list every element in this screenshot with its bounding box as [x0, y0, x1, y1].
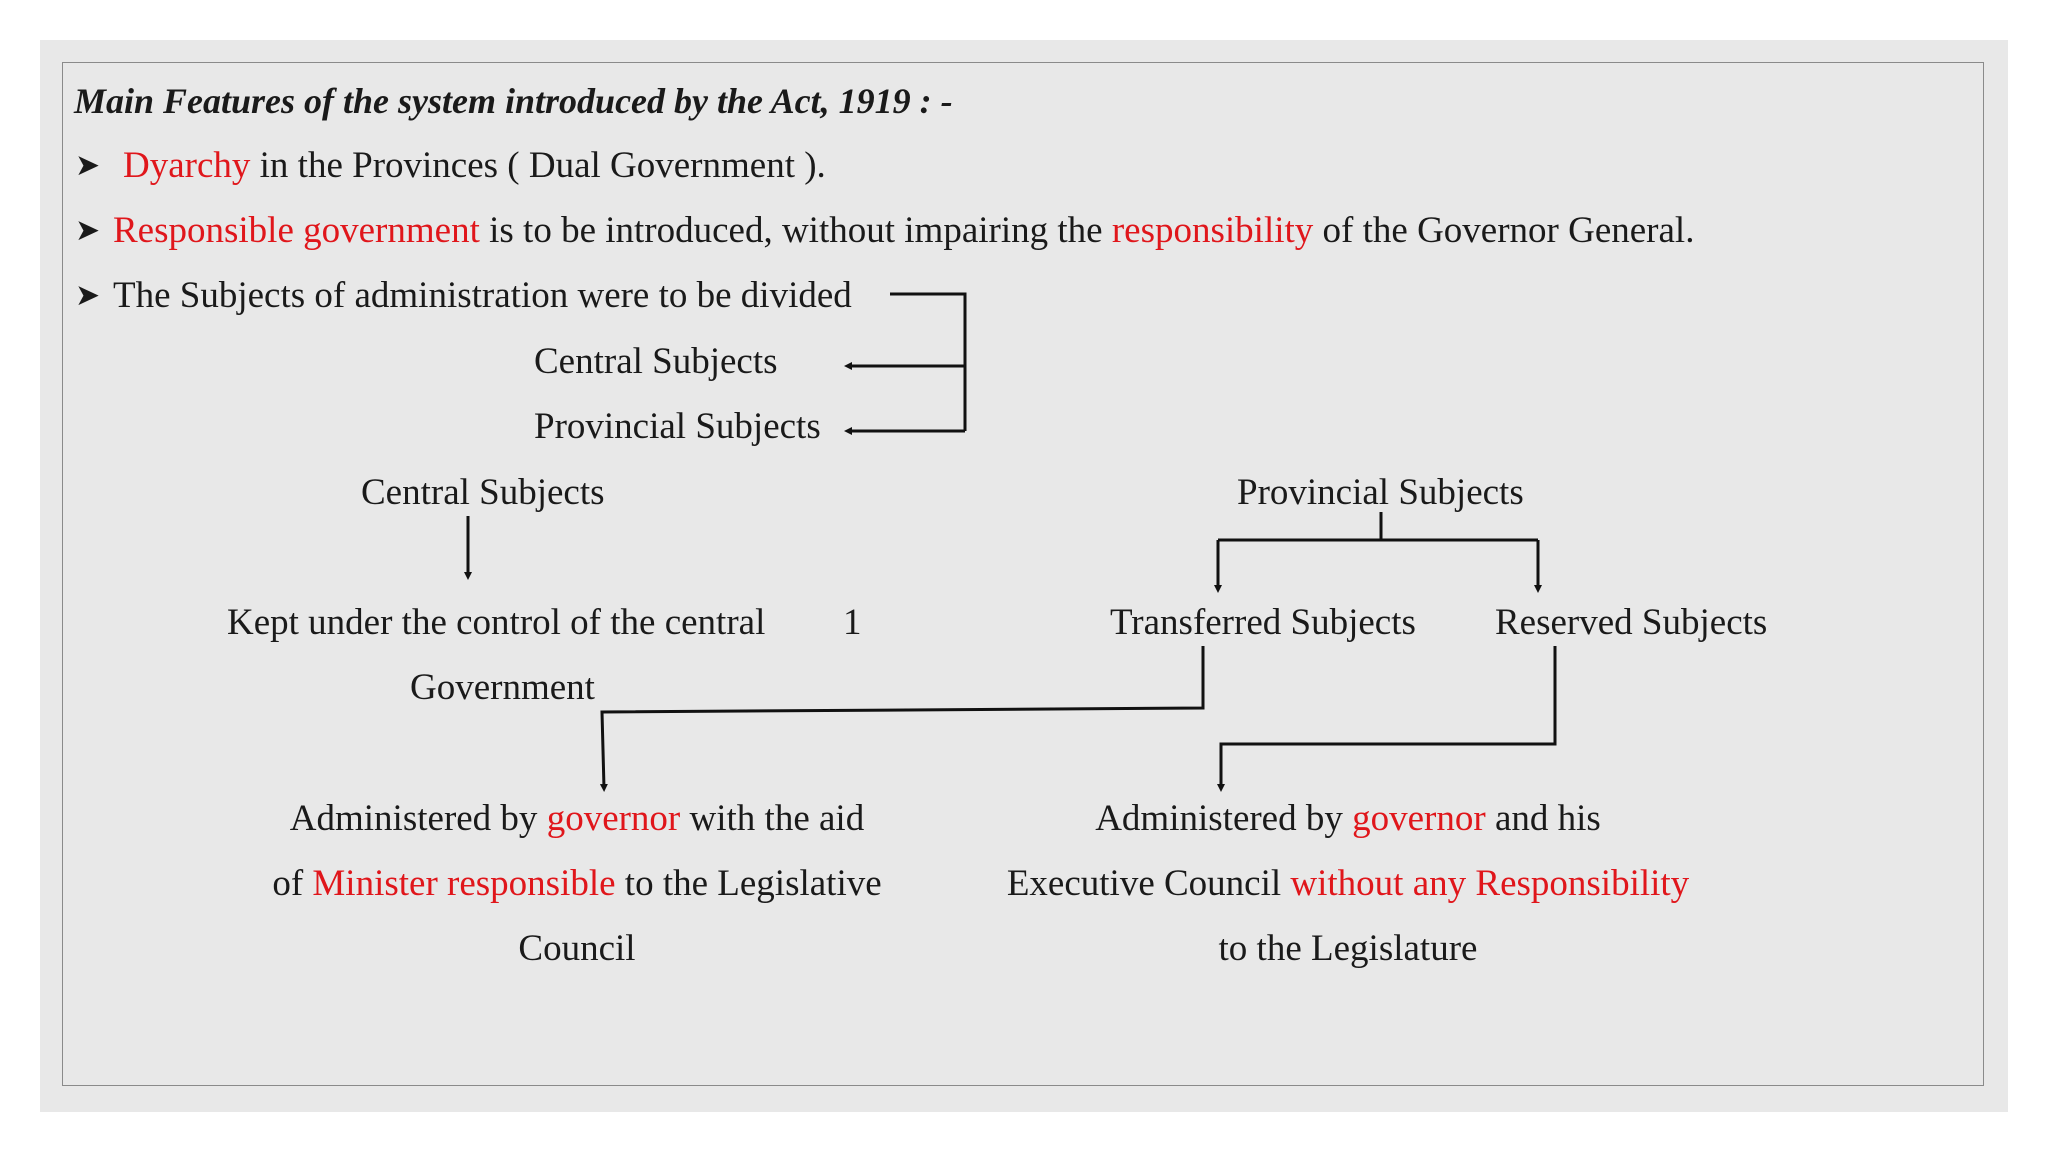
reserved-admin-line3: to the Legislature	[1218, 928, 1478, 969]
text-run: Administered by	[1095, 798, 1353, 839]
governor-keyword: governor	[1352, 798, 1486, 839]
text-run: of	[272, 863, 313, 904]
bullet-dyarchy	[123, 144, 826, 188]
bullet-text: The Subjects of administration were to be divided	[113, 275, 852, 316]
text-run: Administered by	[289, 798, 547, 839]
minister-responsible-keyword: Minister responsible	[312, 863, 616, 904]
responsible-government-keyword: Responsible government	[113, 210, 480, 251]
central-subjects-heading: Central Subjects	[361, 472, 605, 513]
transferred-subjects: Transferred Subjects	[1110, 602, 1416, 643]
text-run: Executive Council	[1006, 863, 1291, 904]
bullet-text: is to be introduced, without impairing the	[479, 210, 1112, 251]
arrowhead-bullet-icon: ➤	[75, 148, 101, 183]
bullet-text: in the Provinces ( Dual Government ).	[250, 145, 826, 186]
reserved-subjects: Reserved Subjects	[1495, 602, 1768, 643]
text-run: and his	[1485, 798, 1601, 839]
division-provincial-subjects: Provincial Subjects	[534, 406, 821, 447]
provincial-subjects-heading: Provincial Subjects	[1237, 472, 1524, 513]
reserved-admin-line2	[973, 862, 1723, 906]
arrowhead-bullet-icon: ➤	[75, 278, 101, 313]
governor-keyword: governor	[546, 798, 681, 839]
arrowhead-bullet-icon: ➤	[75, 213, 101, 248]
text-run: with the aid	[680, 798, 865, 839]
division-central-subjects: Central Subjects	[534, 341, 778, 382]
transferred-admin-line3: Council	[518, 928, 636, 969]
page-number: 1	[843, 602, 862, 643]
responsibility-keyword: responsibility	[1111, 210, 1314, 251]
reserved-admin-line1	[973, 797, 1723, 841]
page-title: Main Features of the system introduced by the Act, 1919 : -	[74, 81, 953, 121]
without-any-responsibility-keyword: without any Responsibility	[1290, 863, 1690, 904]
bullet-responsible-government	[113, 209, 1694, 253]
central-control-line2: Government	[410, 667, 595, 708]
bullet-text: of the Governor General.	[1313, 210, 1695, 251]
dyarchy-keyword: Dyarchy	[123, 145, 251, 186]
transferred-admin-line1	[222, 797, 932, 841]
transferred-admin-line2	[222, 862, 932, 906]
bullet-subjects-divided	[113, 274, 852, 318]
central-control-line1: Kept under the control of the central	[227, 602, 766, 643]
text-run: to the Legislative	[615, 863, 882, 904]
